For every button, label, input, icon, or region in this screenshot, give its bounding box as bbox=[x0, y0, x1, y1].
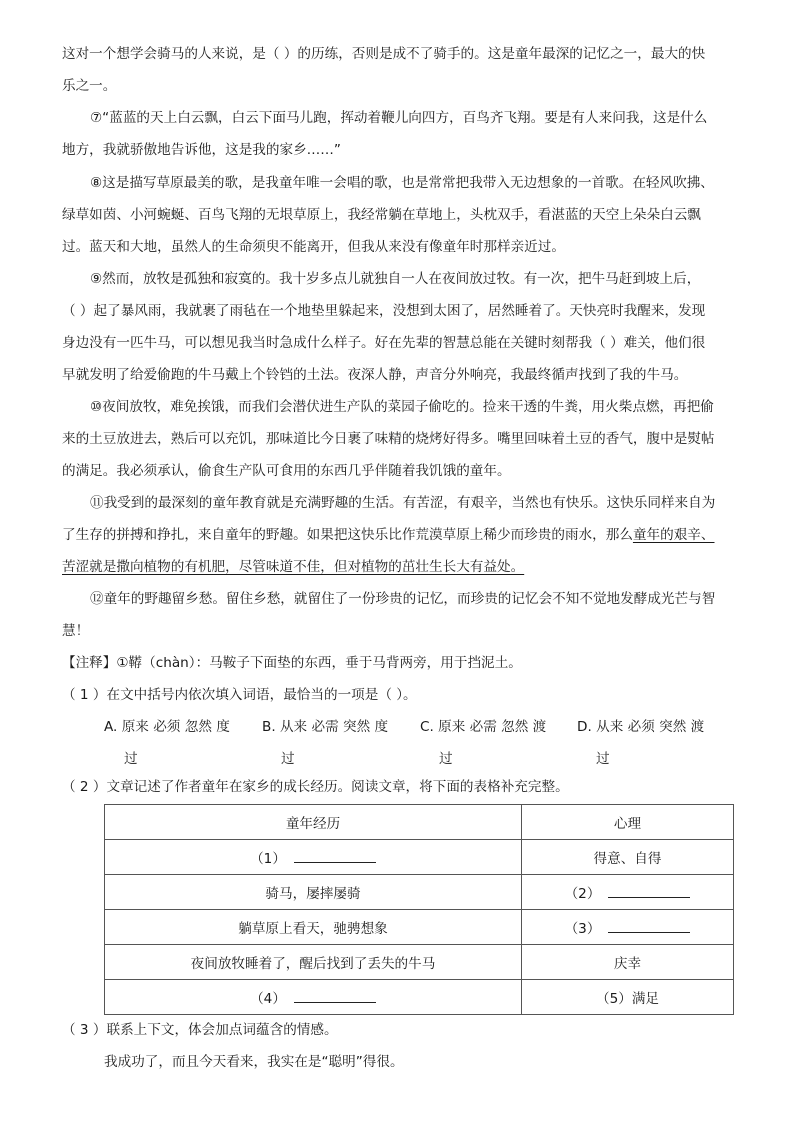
question-3-stem: （ 3 ）联系上下文，体会加点词蕴含的情感。 bbox=[62, 1022, 338, 1038]
option-a-cont: 过 bbox=[124, 751, 138, 767]
text-line: ⑪我受到的最深刻的童年教育就是充满野趣的生活。有苦涩，有艰辛，当然也有快乐。这快乐同样来自为 bbox=[90, 495, 716, 511]
underlined-text: 苦涩就是撒向植物的有机肥，尽管味道不佳，但对植物的茁壮生长大有益处。 bbox=[62, 559, 525, 575]
text-line: ⑫童年的野趣留乡愁。留住乡愁，就留住了一份珍贵的记忆，而珍贵的记忆会不知不觉地发酵成光芒与智 bbox=[90, 591, 716, 607]
text-line: 的满足。我必须承认，偷食生产队可食用的东西几乎伴随着我饥饿的童年。 bbox=[62, 463, 511, 479]
table-row bbox=[105, 910, 734, 945]
table-cell[interactable] bbox=[522, 910, 734, 945]
table-cell[interactable] bbox=[105, 980, 522, 1015]
text-line: 过。蓝天和大地，虽然人的生命须臾不能离开，但我从来没有像童年时那样亲近过。 bbox=[62, 239, 565, 255]
cell-label: （3） bbox=[564, 921, 601, 937]
experience-table bbox=[104, 804, 734, 1015]
text-line: ⑨然而，放牧是孤独和寂寞的。我十岁多点儿就独自一人在夜间放过牧。有一次，把牛马赶到坡上后， bbox=[90, 271, 701, 287]
table-cell: 躺草原上看天，驰骋想象 bbox=[105, 910, 522, 945]
cell-label: （4） bbox=[250, 991, 286, 1007]
option-b-cont: 过 bbox=[281, 751, 295, 767]
option-a[interactable]: A. 原来 必须 忽然 度 bbox=[104, 719, 230, 735]
text-line: ⑦“蓝蓝的天上白云飘，白云下面马儿跑，挥动着鞭儿向四方，百鸟齐飞翔。要是有人来问我，这是什么 bbox=[90, 110, 708, 126]
table-header: 心理 bbox=[522, 805, 734, 840]
cell-label: （2） bbox=[564, 886, 601, 902]
text-line: 来的土豆放进去，熟后可以充饥，那味道比今日裹了味精的烧烤好得多。嘴里回味着土豆的香气，腹中是熨帖 bbox=[62, 431, 715, 447]
text-line: 绿草如茵、小河蜿蜒、百鸟飞翔的无垠草原上，我经常躺在草地上，头枕双手，看湛蓝的天空上朵朵白云飘 bbox=[62, 207, 701, 223]
text-line: 这对一个想学会骑马的人来说，是（ ）的历练，否则是成不了骑手的。这是童年最深的记忆之一，最大的快 bbox=[62, 46, 706, 62]
text-segment: 了生存的拼搏和挣扎，来自童年的野趣。如果把这快乐比作荒漠草原上稀少而珍贵的雨水，那么 bbox=[62, 527, 633, 543]
option-b[interactable]: B. 从来 必需 突然 度 bbox=[262, 719, 389, 735]
table-cell: 庆幸 bbox=[522, 945, 734, 980]
option-c[interactable]: C. 原来 必需 忽然 渡 bbox=[420, 719, 547, 735]
annotation-note: 【注释】①鞯（chàn）：马鞍子下面垫的东西，垂于马背两旁，用于挡泥土。 bbox=[62, 655, 522, 671]
table-cell: 得意、自得 bbox=[522, 840, 734, 875]
text-line: （ ）起了暴风雨，我就裹了雨毡在一个地垫里躲起来，没想到太困了，居然睡着了。天快亮时我醒来，发现 bbox=[62, 303, 706, 319]
table-row bbox=[105, 875, 734, 910]
option-c-cont: 过 bbox=[439, 751, 453, 767]
cell-label: （1） bbox=[250, 851, 286, 867]
table-cell: 夜间放牧睡着了，醒后找到了丢失的牛马 bbox=[105, 945, 522, 980]
option-d-cont: 过 bbox=[596, 751, 610, 767]
text-line: ⑩夜间放牧，难免挨饿，而我们会潜伏进生产队的菜园子偷吃的。捡来干透的牛粪，用火柴点燃，再把偷 bbox=[90, 399, 714, 415]
table-row bbox=[105, 840, 734, 875]
table-cell[interactable] bbox=[105, 840, 522, 875]
answer-blank[interactable] bbox=[294, 851, 376, 863]
question-3-sentence: 我成功了，而且今天看来，我实在是“聪明”得很。 bbox=[104, 1054, 404, 1070]
answer-blank[interactable] bbox=[608, 921, 690, 933]
text-line: 乐之一。 bbox=[62, 78, 117, 94]
table-cell[interactable] bbox=[522, 875, 734, 910]
table-row bbox=[105, 980, 734, 1015]
answer-blank[interactable] bbox=[608, 886, 690, 898]
text-line: 慧！ bbox=[62, 623, 90, 639]
table-header: 童年经历 bbox=[105, 805, 522, 840]
text-line: ⑧这是描写草原最美的歌，是我童年唯一会唱的歌，也是常常把我带入无边想象的一首歌。在轻风吹拂、 bbox=[90, 175, 714, 191]
table-row bbox=[105, 945, 734, 980]
answer-blank[interactable] bbox=[294, 991, 376, 1003]
text-line: 早就发明了给爱偷跑的牛马戴上个铃铛的土法。夜深人静，声音分外响亮，我最终循声找到了我的牛马。 bbox=[62, 367, 688, 383]
underlined-text: 童年的艰辛、 bbox=[632, 527, 715, 543]
option-d[interactable]: D. 从来 必须 突然 渡 bbox=[577, 719, 705, 735]
question-1-stem: （ 1 ）在文中括号内依次填入词语，最恰当的一项是（ ）。 bbox=[62, 687, 417, 703]
text-line bbox=[62, 529, 715, 543]
table-cell: 骑马，屡摔屡骑 bbox=[105, 875, 522, 910]
text-line: 地方，我就骄傲地告诉他，这是我的家乡……” bbox=[62, 142, 341, 158]
text-line: 身边没有一匹牛马，可以想见我当时急成什么样子。好在先辈的智慧总能在关键时刻帮我（ ）难关，他们很 bbox=[62, 335, 706, 351]
table-cell: （5）满足 bbox=[522, 980, 734, 1015]
table-header-row bbox=[105, 805, 734, 840]
question-2-stem: （ 2 ）文章记述了作者童年在家乡的成长经历。阅读文章，将下面的表格补充完整。 bbox=[62, 779, 569, 795]
